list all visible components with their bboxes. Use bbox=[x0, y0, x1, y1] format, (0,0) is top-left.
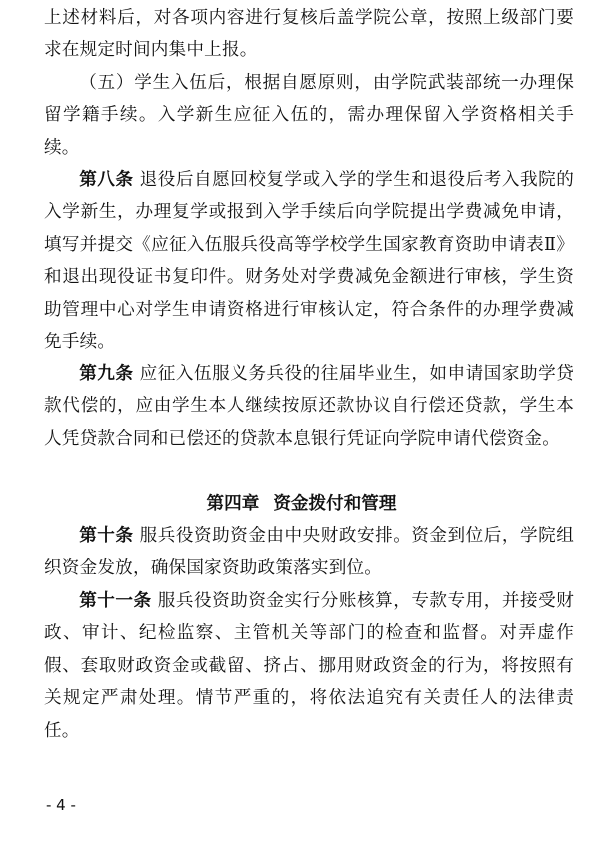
article-text: 退役后自愿回校复学或入学的学生和退役后考入我院的入学新生，办理复学或报到入学手续后向学院提出学费减免申请，填写并提交《应征入伍服兵役高等学校学生国家教育资助申请表Ⅱ》和退出现役证书复印件。财务处对学费减免金额进行审核，学生资助管理中心对学生申请资格进行审核认定，符合条件的办理学费减免手续。 bbox=[44, 170, 575, 353]
paragraph-text: 上述材料后，对各项内容进行复核后盖学院公章，按照上级部门要求在规定时间内集中上报。 bbox=[44, 8, 574, 61]
article-text: 服兵役资助资金由中央财政安排。资金到位后，学院组织资金发放，确保国家资助政策落实到位。 bbox=[44, 526, 575, 579]
article-10 bbox=[44, 520, 574, 585]
article-text: 应征入伍服义务兵役的往届毕业生，如申请国家助学贷款代偿的，应由学生本人继续按原还款协议自行偿还贷款，学生本人凭贷款合同和已偿还的贷款本息银行凭证向学院申请代偿资金。 bbox=[44, 364, 575, 449]
article-8 bbox=[44, 164, 574, 358]
chapter-number: 第四章 bbox=[206, 494, 260, 514]
article-11 bbox=[44, 585, 574, 747]
paragraph-materials-report bbox=[44, 2, 574, 67]
article-label: 第八条 bbox=[79, 169, 134, 190]
article-label: 第九条 bbox=[79, 363, 134, 384]
chapter-title: 资金拨付和管理 bbox=[273, 494, 397, 514]
article-label: 第十条 bbox=[79, 525, 134, 546]
page-number: - 4 - bbox=[46, 796, 76, 814]
article-9 bbox=[44, 358, 574, 455]
paragraph-text: （五）学生入伍后，根据自愿原则，由学院武装部统一办理保留学籍手续。入学新生应征入伍的，需办理保留入学资格相关手续。 bbox=[44, 73, 574, 158]
article-label: 第十一条 bbox=[79, 590, 152, 611]
paragraph-item-five bbox=[44, 67, 574, 164]
chapter-heading bbox=[0, 488, 603, 520]
article-text: 服兵役资助资金实行分账核算，专款专用，并接受财政、审计、纪检监察、主管机关等部门的检查和监督。对弄虚作假、套取财政资金或截留、挤占、挪用财政资金的行为，将按照有关规定严肃处理。情节严重的，将依法追究有关责任人的法律责任。 bbox=[44, 591, 575, 741]
